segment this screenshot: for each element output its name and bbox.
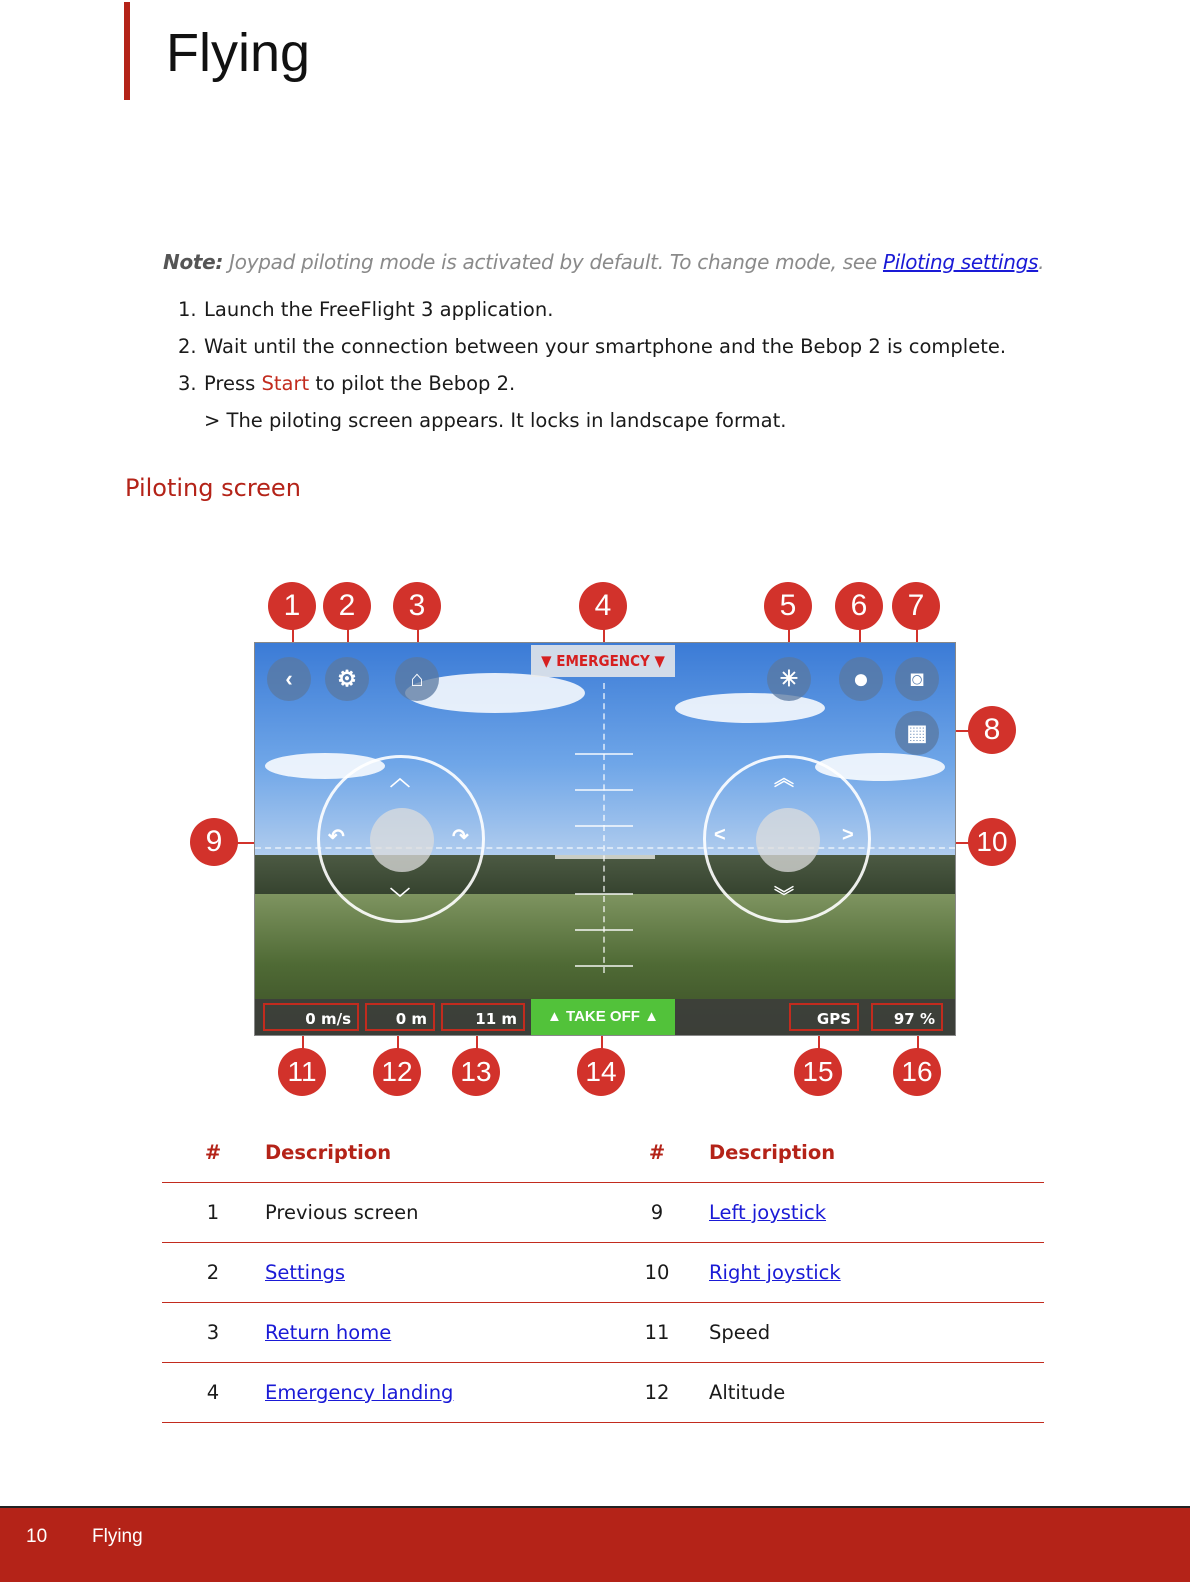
step-text: to pilot the Bebop 2. <box>309 372 516 395</box>
row-number: 9 <box>606 1183 708 1243</box>
column-header: # <box>606 1122 708 1183</box>
camera-icon[interactable]: ◙ <box>895 657 939 701</box>
callout-badge: 10 <box>968 818 1016 866</box>
step-text: Launch the FreeFlight 3 application. <box>204 298 554 321</box>
takeoff-button[interactable]: ▲ TAKE OFF ▲ <box>531 999 675 1035</box>
step-number: 1. <box>178 298 197 321</box>
callout-badge: 15 <box>794 1048 842 1096</box>
table-row <box>162 1363 1044 1423</box>
callout-badge: 3 <box>393 582 441 630</box>
table-row <box>162 1183 1044 1243</box>
step-number: 2. <box>178 335 197 358</box>
cloud <box>675 693 825 723</box>
column-header: Description <box>264 1122 606 1183</box>
joystick-knob[interactable] <box>756 808 820 872</box>
left-joystick[interactable] <box>317 755 485 923</box>
title-accent-bar <box>124 2 130 100</box>
page-footer <box>0 1506 1190 1582</box>
note-text: Joypad piloting mode is activated by default. To change mode, see <box>223 250 883 274</box>
attitude-tick <box>575 825 633 827</box>
emergency-button[interactable]: ▼ EMERGENCY ▼ <box>531 645 675 677</box>
row-number: 12 <box>606 1363 708 1423</box>
right-joystick[interactable] <box>703 755 871 923</box>
step-1 <box>178 296 1006 333</box>
distance-readout: 11 m <box>441 1003 525 1031</box>
speed-readout: 0 m/s <box>263 1003 359 1031</box>
row-description: Speed <box>708 1303 1044 1363</box>
step-3 <box>178 370 1006 407</box>
down-arrow-icon: ﹀ <box>390 888 410 910</box>
joystick-knob[interactable] <box>370 808 434 872</box>
column-header: # <box>162 1122 264 1183</box>
start-highlight: Start <box>261 372 310 395</box>
forward-arrow-icon: ︽ <box>774 768 794 790</box>
row-number: 10 <box>606 1243 708 1303</box>
row-description: Altitude <box>708 1363 1044 1423</box>
callout-badge: 1 <box>268 582 316 630</box>
step-text: Wait until the connection between your smartphone and the Bebop 2 is complete. <box>204 335 1007 358</box>
gear-icon[interactable]: ⚙ <box>325 657 369 701</box>
table-row <box>162 1243 1044 1303</box>
callout-badge: 14 <box>577 1048 625 1096</box>
footer-section: Flying <box>92 1526 143 1547</box>
callout-badge: 12 <box>373 1048 421 1096</box>
step-result: > The piloting screen appears. It locks in landscape format. <box>204 409 787 432</box>
column-header: Description <box>708 1122 1044 1183</box>
callout-badge: 9 <box>190 818 238 866</box>
row-description: Previous screen <box>264 1183 606 1243</box>
attitude-tick <box>575 753 633 755</box>
callout-badge: 7 <box>892 582 940 630</box>
settings-link[interactable]: Settings <box>265 1261 345 1284</box>
attitude-tick <box>575 789 633 791</box>
description-table <box>162 1122 1044 1423</box>
photo-settings-icon[interactable]: ▦ <box>895 711 939 755</box>
status-bar <box>255 999 955 1035</box>
altitude-readout: 0 m <box>365 1003 435 1031</box>
drone-screen <box>254 642 956 1036</box>
left-joystick-link[interactable]: Left joystick <box>709 1201 827 1224</box>
left-arrow-icon: < <box>714 824 726 846</box>
piloting-screen-figure <box>0 560 1190 1120</box>
return-home-icon[interactable]: ⌂ <box>395 657 439 701</box>
callout-badge: 11 <box>278 1048 326 1096</box>
battery-status: 97 % <box>871 1003 943 1031</box>
step-2 <box>178 333 1006 370</box>
right-arrow-icon: > <box>842 824 854 846</box>
back-icon[interactable]: ‹ <box>267 657 311 701</box>
attitude-tick <box>575 893 633 895</box>
row-number: 2 <box>162 1243 264 1303</box>
callout-badge: 4 <box>579 582 627 630</box>
record-icon[interactable]: ● <box>839 657 883 701</box>
emergency-landing-link[interactable]: Emergency landing <box>265 1381 454 1404</box>
note <box>163 250 1044 274</box>
rotate-left-icon: ↶ <box>328 826 345 848</box>
note-end: . <box>1038 250 1045 274</box>
piloting-settings-link[interactable]: Piloting settings <box>882 250 1039 274</box>
table-header-row <box>162 1122 1044 1183</box>
attitude-tick <box>575 965 633 967</box>
callout-badge: 16 <box>893 1048 941 1096</box>
right-joystick-link[interactable]: Right joystick <box>709 1261 841 1284</box>
callout-badge: 2 <box>323 582 371 630</box>
step-text: Press <box>204 372 262 395</box>
backward-arrow-icon: ︾ <box>774 886 794 908</box>
row-number: 3 <box>162 1303 264 1363</box>
section-heading: Piloting screen <box>125 474 301 502</box>
row-number: 4 <box>162 1363 264 1423</box>
up-arrow-icon: ︿ <box>390 768 410 790</box>
page-title: Flying <box>166 23 311 83</box>
attitude-tick <box>575 929 633 931</box>
rotate-right-icon: ↷ <box>452 826 469 848</box>
row-number: 1 <box>162 1183 264 1243</box>
gps-status: GPS <box>789 1003 859 1031</box>
table-row <box>162 1303 1044 1363</box>
horizon-indicator <box>555 855 655 859</box>
callout-badge: 6 <box>835 582 883 630</box>
steps-list <box>178 296 1006 444</box>
callout-badge: 8 <box>968 706 1016 754</box>
drone-icon[interactable]: ✳ <box>767 657 811 701</box>
row-number: 11 <box>606 1303 708 1363</box>
return-home-link[interactable]: Return home <box>265 1321 392 1344</box>
callout-badge: 13 <box>452 1048 500 1096</box>
step-number: 3. <box>178 372 197 395</box>
callout-badge: 5 <box>764 582 812 630</box>
page-number: 10 <box>26 1526 48 1547</box>
note-label: Note: <box>163 250 224 274</box>
